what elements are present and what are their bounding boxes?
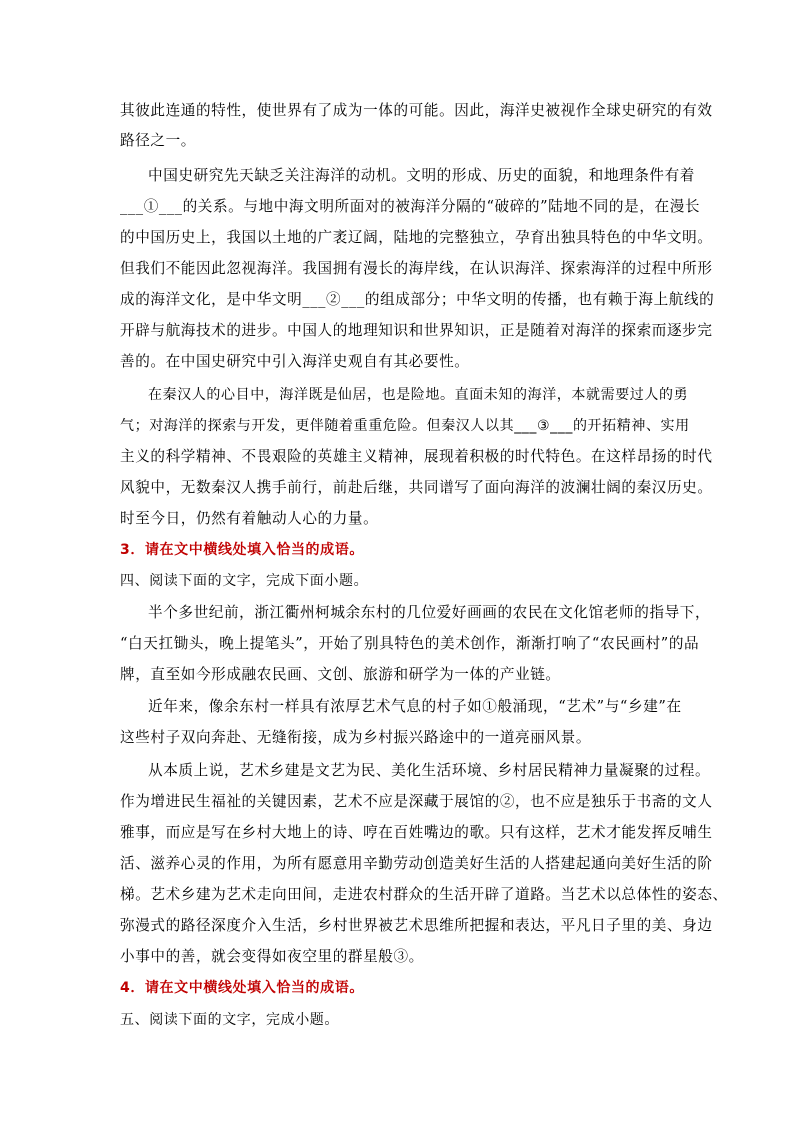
paragraph-line: 善的。在中国史研究中引入海洋史观自有其必要性。: [120, 353, 470, 370]
paragraph-line: 开辟与航海技术的进步。中国人的地理知识和世界知识，正是随着对海洋的探索而逐步完: [120, 322, 713, 339]
paragraph-line: 气；对海洋的探索与开发，更伴随着重重危险。但秦汉人以其___③___的开拓精神、实用: [120, 418, 690, 434]
paragraph-line: 从本质上说，艺术乡建是文艺为民、美化生活环境、乡村居民精神力量凝聚的过程。: [148, 762, 711, 779]
question-4: 4．请在文中横线处填入恰当的成语。: [120, 980, 364, 996]
paragraph-line: 小事中的善，就会变得如夜空里的群星般③。: [120, 948, 424, 965]
paragraph-line: 牌，直至如今形成融农民画、文创、旅游和研学为一体的产业链。: [120, 666, 561, 683]
paragraph-line: 雅事，而应是写在乡村大地上的诗、哼在百姓嘴边的歌。只有这样，艺术才能发挥反哺生: [120, 824, 713, 841]
paragraph-line: 这些村子双向奔赴、无缝衔接，成为乡村振兴路途中的一道亮丽风景。: [120, 729, 592, 746]
paragraph-line: 活、滋养心灵的作用，为所有愿意用辛勤劳动创造美好生活的人搭建起通向美好生活的阶: [120, 855, 713, 872]
section-heading: 四、阅读下面的文字，完成下面小题。: [120, 573, 369, 589]
paragraph-line: “白天扛锄头，晚上提笔头”，开始了别具特色的美术创作，渐渐打响了“农民画村”的品: [120, 635, 700, 652]
paragraph-line: 其彼此连通的特性，使世界有了成为一体的可能。因此，海洋史被视作全球史研究的有效: [120, 102, 713, 119]
paragraph-line: 但我们不能因此忽视海洋。我国拥有漫长的海岸线，在认识海洋、探索海洋的过程中所形: [120, 260, 713, 277]
paragraph-line: 梯。艺术乡建为艺术走向田间，走进农村群众的生活开辟了道路。当艺术以总体性的姿态、: [120, 886, 728, 903]
paragraph-line: 作为增进民生福祉的关键因素，艺术不应是深藏于展馆的②，也不应是独乐于书斋的文人: [120, 793, 713, 810]
paragraph-line: ___①___的关系。与地中海文明所面对的被海洋分隔的“破碎的”陆地不同的是，在漫长: [120, 198, 701, 215]
paragraph-line: 路径之一。: [120, 132, 196, 149]
paragraph-line: 近年来，像余东村一样具有浓厚艺术气息的村子如①般涌现，“艺术”与“乡建”在: [148, 698, 682, 715]
section-heading: 五、阅读下面的文字，完成小题。: [120, 1012, 339, 1028]
paragraph-line: 主义的科学精神、不畏艰险的英雄主义精神，展现着积极的时代特色。在这样昂扬的时代: [120, 448, 713, 465]
paragraph-line: 弥漫式的路径深度介入生活，乡村世界被艺术思维所把握和表达，平凡日子里的美、身边: [120, 917, 713, 934]
question-3: 3．请在文中横线处填入恰当的成语。: [120, 542, 364, 558]
paragraph-line: 的中国历史上，我国以土地的广袤辽阔，陆地的完整独立，孕育出独具特色的中华文明。: [120, 229, 713, 246]
paragraph-line: 半个多世纪前，浙江衢州柯城余东村的几位爱好画画的农民在文化馆老师的指导下，: [148, 604, 711, 621]
paragraph-line: 时至今日，仍然有着触动人心的力量。: [120, 510, 379, 527]
paragraph-line: 成的海洋文化，是中华文明___②___的组成部分；中华文明的传播，也有赖于海上航线的: [120, 291, 715, 308]
paragraph-line: 风貌中，无数秦汉人携手前行，前赴后继，共同谱写了面向海洋的波澜壮阔的秦汉历史。: [120, 479, 713, 496]
paragraph-line: 中国史研究先天缺乏关注海洋的动机。文明的形成、历史的面貌，和地理条件有着: [148, 167, 695, 184]
paragraph-line: 在秦汉人的心目中，海洋既是仙居，也是险地。直面未知的海洋，本就需要过人的勇: [148, 387, 689, 403]
